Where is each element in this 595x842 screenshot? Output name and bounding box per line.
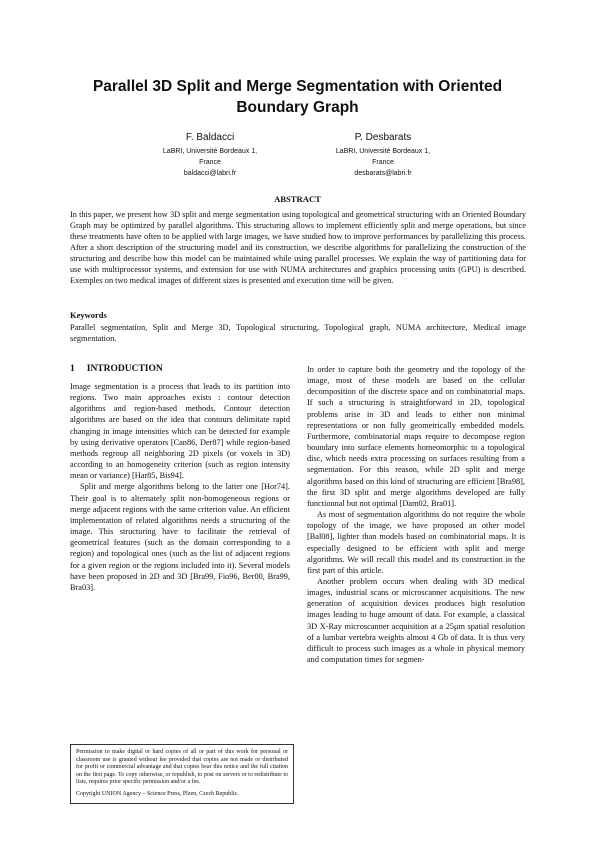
- paragraph: Another problem occurs when dealing with 3D medical images, industrial scans or microscanner acquisitions. The new generation of acquisition devices produces high resolution images leading to huge amount of data. For example, a classical 3D X-Ray microscanner acquisition at a 25μm spatial resolution of a lumbar vertebra weights almost 4 Gb of data. It is thus very difficult to process such images as a whole in physical memory and computation times for segmen-: [307, 576, 525, 665]
- permission-text: Permission to make digital or hard copies of all or part of this work for personal or classroom use is granted without fee provided that copies are not made or distributed for profit or commercial advantage and that copies bear this notice and the full citation on the first page. To copy otherwise, or republish, to post on servers or to redistribute to lists, requires prior specific permission and/or a fee.: [76, 749, 288, 786]
- abstract-text: In this paper, we present how 3D split and merge segmentation using topological and geometrical structuring with an Oriented Boundary Graph may be optimized by parallel algorithms. This structuring allows to implement efficiently split and merge operations, but since these treatments have often to be applied with large images, we have studied how to improve performances by parallelizing this process. After a short description of the structuring model and its construction, we describe algorithms for parallelizing the construction of the structuring and describe how this model can be maintained while using parallel processes. We explain the way of partitioning data for use with multiprocessor systems, and extension for use with NUMA architectures and graphics processing units (GPU) is described. Exemples on two medical images of different sizes is presented and execution time will be given.: [70, 210, 526, 285]
- section-title: INTRODUCTION: [86, 364, 163, 374]
- permission-notice-box: [70, 744, 294, 804]
- author-block-1: [110, 131, 310, 179]
- section-number: 1: [70, 364, 75, 374]
- keywords-heading: Keywords: [70, 310, 107, 320]
- author-block-2: [283, 131, 483, 179]
- author-affiliation: LaBRI, Université Bordeaux 1,: [162, 148, 258, 155]
- author-email[interactable]: baldacci@labri.fr: [183, 170, 237, 177]
- left-column: [70, 381, 290, 593]
- copyright-text: Copyright UNION Agency – Science Press, Plzen, Czech Republic.: [76, 790, 239, 797]
- section-heading: [70, 364, 175, 374]
- keywords-text: Parallel segmentation, Split and Merge 3D, Topological structuring, Topological graph, NUMA architecture, Medical image segmentation.: [70, 323, 526, 343]
- right-column: [307, 364, 525, 665]
- paragraph: As most of segmentation algorithms do not require the whole topology of the image, we have proposed an other model [Bal08], lighter than models based on combinatorial maps. It is especially designed to be efficient with split and merge algorithms. We will recall this model and its construction in the first part of this article.: [307, 510, 525, 575]
- paragraph: Image segmentation is a process that leads to its partition into regions. Two main approaches exists : contour detection algorithms and region-based methods. Contour detection algorithms are based on the idea that contours delimitate rapid changing in image intensities which can be detected for example by using derivative operators [Can86, Der87] while region-based methods regroup all neighboring 2D pixels (or voxels in 3D) according to an homogeneity criterion (such as region intensity mean or variance) [Har85, Bis94].: [70, 382, 290, 481]
- paragraph: Split and merge algorithms belong to the latter one [Hor74]. Their goal is to alternately split non-homogeneous regions or merge adjacent regions with the same criterion value. An efficient implementation of related algorithms needs a structuring of the image. This structuring have to facilitate the retrieval of geometrical features (such as the domain corresponding to a region) and topological ones (such as the list of adjacent regions for a given region or the regions included into it). Several models have been proposed in 2D and 3D [Bra99, Fio96, Ber00, Bra99, Bra03].: [70, 482, 290, 592]
- author-country: France: [199, 159, 221, 166]
- paper-title: Parallel 3D Split and Merge Segmentation with Oriented Boundary Graph: [92, 78, 503, 116]
- author-name: F. Baldacci: [185, 132, 235, 143]
- author-country: France: [372, 159, 394, 166]
- author-name: P. Desbarats: [354, 132, 412, 143]
- author-affiliation: LaBRI, Université Bordeaux 1,: [335, 148, 431, 155]
- author-email[interactable]: desbarats@labri.fr: [354, 170, 412, 177]
- abstract-heading: ABSTRACT: [274, 194, 321, 204]
- paragraph: In order to capture both the geometry and the topology of the image, most of these models are based on the cellular decomposition of the discrete space and on combinatorial maps. If such a structuring is straightforward in 2D, topological problems arise in 3D and leads to either non minimal representations or non fully geometrically embedded models. Furthermore, combinatorial maps require to decompose region boundary into surface elements homeomorphic to a topological disc, which needs extra processing on surfaces resulting from a segmentation. For this reason, while 2D split and merge algorithms based on this kind of structuring are efficient [Bra98], the first 3D split and merge algorithms developed are fully functionnal but not optimal [Dam02, Bra01].: [307, 365, 525, 508]
